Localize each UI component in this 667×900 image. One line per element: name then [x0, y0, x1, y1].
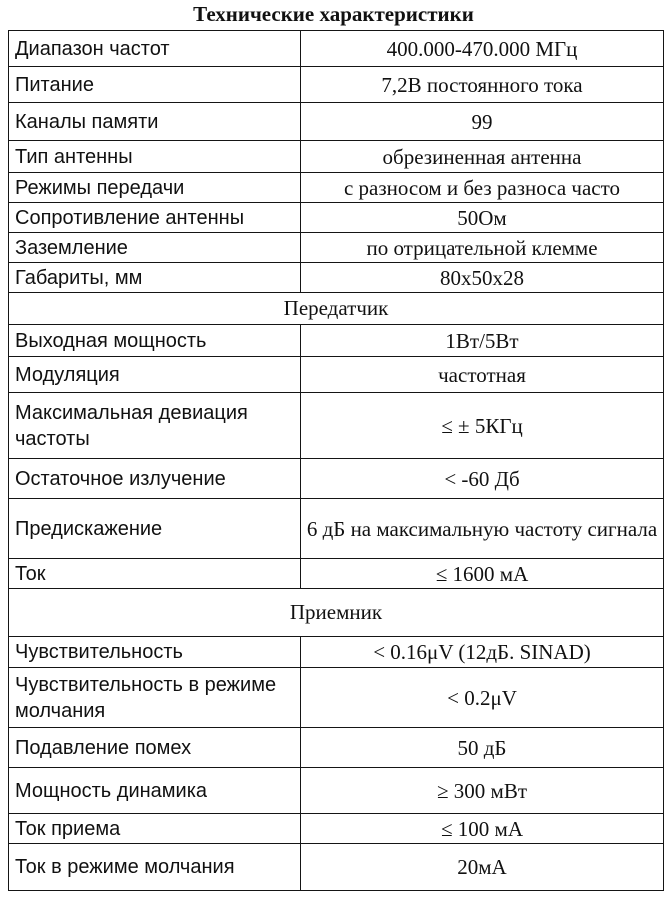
table-row	[9, 263, 664, 293]
table-row	[9, 637, 664, 668]
spec-value: 50Ом	[301, 203, 664, 233]
spec-label: Сопротивление антенны	[9, 203, 301, 233]
table-row	[9, 844, 664, 891]
spec-value: частотная	[301, 357, 664, 393]
table-row	[9, 103, 664, 141]
table-row	[9, 357, 664, 393]
section-row	[9, 589, 664, 637]
table-row	[9, 31, 664, 67]
spec-label: Тип антенны	[9, 141, 301, 173]
spec-label: Чувствительность	[9, 637, 301, 668]
table-row	[9, 203, 664, 233]
table-row	[9, 325, 664, 357]
table-row	[9, 668, 664, 728]
spec-value: обрезиненная антенна	[301, 141, 664, 173]
spec-value: ≥ 300 мВт	[301, 768, 664, 814]
spec-label: Выходная мощность	[9, 325, 301, 357]
spec-value: с разносом и без разноса часто	[301, 173, 664, 203]
spec-value: ≤ 1600 мА	[301, 559, 664, 589]
spec-value: 50 дБ	[301, 728, 664, 768]
spec-label: Предискажение	[9, 499, 301, 559]
spec-label: Подавление помех	[9, 728, 301, 768]
section-row	[9, 293, 664, 325]
spec-label: Модуляция	[9, 357, 301, 393]
table-row	[9, 768, 664, 814]
spec-label: Режимы передачи	[9, 173, 301, 203]
spec-value: < 0.16μV (12дБ. SINAD)	[301, 637, 664, 668]
spec-value: 6 дБ на максимальную частоту сигнала	[301, 499, 664, 559]
table-row	[9, 173, 664, 203]
spec-value: 1Вт/5Вт	[301, 325, 664, 357]
spec-value: 99	[301, 103, 664, 141]
spec-label: Ток в режиме молчания	[9, 844, 301, 891]
spec-label: Мощность динамика	[9, 768, 301, 814]
transmitter-heading: Передатчик	[9, 293, 664, 325]
spec-value: 80x50x28	[301, 263, 664, 293]
spec-value: 7,2В постоянного тока	[301, 67, 664, 103]
spec-value: 20мА	[301, 844, 664, 891]
table-row	[9, 814, 664, 844]
receiver-heading: Приемник	[9, 589, 664, 637]
spec-label: Питание	[9, 67, 301, 103]
spec-label: Каналы памяти	[9, 103, 301, 141]
spec-label: Чувствительность в режиме молчания	[9, 668, 301, 728]
spec-value: 400.000-470.000 МГц	[301, 31, 664, 67]
table-row	[9, 728, 664, 768]
table-row	[9, 393, 664, 459]
table-row	[9, 459, 664, 499]
spec-label: Габариты, мм	[9, 263, 301, 293]
spec-label: Максимальная девиация частоты	[9, 393, 301, 459]
specifications-table	[8, 30, 664, 891]
spec-value: ≤ 100 мА	[301, 814, 664, 844]
spec-label: Ток приема	[9, 814, 301, 844]
spec-value: < 0.2μV	[301, 668, 664, 728]
spec-label: Остаточное излучение	[9, 459, 301, 499]
table-row	[9, 67, 664, 103]
table-row	[9, 559, 664, 589]
document-title: Технические характеристики	[193, 2, 474, 26]
spec-value: < -60 Дб	[301, 459, 664, 499]
table-row	[9, 499, 664, 559]
spec-label: Заземление	[9, 233, 301, 263]
spec-label: Ток	[9, 559, 301, 589]
spec-label: Диапазон частот	[9, 31, 301, 67]
table-row	[9, 141, 664, 173]
table-row	[9, 233, 664, 263]
spec-value: по отрицательной клемме	[301, 233, 664, 263]
spec-value: ≤ ± 5КГц	[301, 393, 664, 459]
